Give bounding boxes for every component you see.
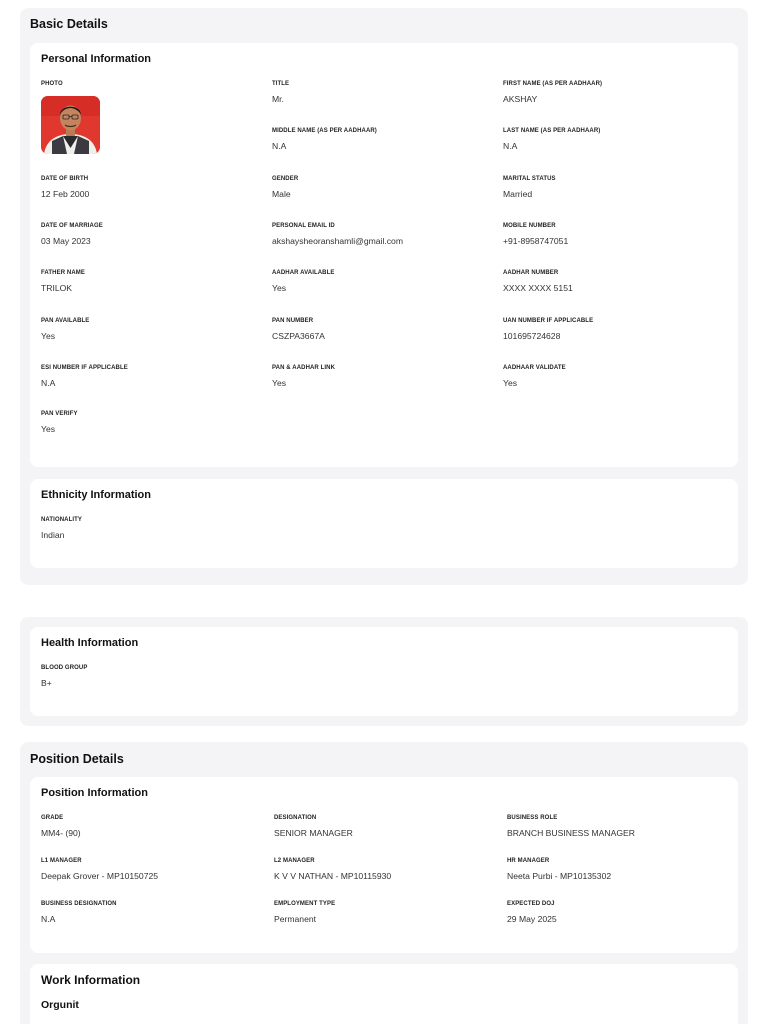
field-value: CSZPA3667A <box>272 331 325 341</box>
field-value: 12 Feb 2000 <box>41 189 90 199</box>
field-label: FIRST NAME (AS PER AADHAAR) <box>503 81 603 87</box>
field-l2-manager <box>274 858 474 881</box>
field-title <box>272 81 472 104</box>
field-date-of-birth <box>41 176 241 199</box>
field-label: UAN NUMBER IF APPLICABLE <box>503 318 594 324</box>
field-esi-number <box>41 365 241 388</box>
field-aadhar-available <box>272 270 472 293</box>
field-value: N.A <box>41 378 56 388</box>
field-value: +91-8958747051 <box>503 236 569 246</box>
field-value: BRANCH BUSINESS MANAGER <box>507 828 635 838</box>
field-employment-type <box>274 901 474 924</box>
field-value: Married <box>503 189 533 199</box>
card-title-ethnicity-information: Ethnicity Information <box>41 489 151 501</box>
field-aadhaar-validate <box>503 365 703 388</box>
field-gender <box>272 176 472 199</box>
work-information-card <box>30 964 738 1024</box>
basic-details-section <box>20 8 748 585</box>
health-section <box>20 617 748 726</box>
field-last-name <box>503 128 703 151</box>
field-label: AADHAR NUMBER <box>503 270 559 276</box>
personal-information-card <box>30 43 738 467</box>
field-label: DATE OF BIRTH <box>41 176 89 182</box>
field-expected-doj <box>507 901 707 924</box>
field-value: K V V NATHAN - MP10115930 <box>274 871 392 881</box>
field-value: Indian <box>41 530 65 540</box>
field-value: MM4- (90) <box>41 828 81 838</box>
field-value: TRILOK <box>41 283 73 293</box>
field-label: AADHAAR VALIDATE <box>503 365 566 371</box>
field-label: PERSONAL EMAIL ID <box>272 223 335 229</box>
profile-photo <box>41 96 100 154</box>
field-label: LAST NAME (AS PER AADHAAR) <box>503 128 601 134</box>
field-label: GRADE <box>41 815 64 821</box>
field-value: N.A <box>503 141 518 151</box>
field-uan-number <box>503 318 703 341</box>
field-father-name <box>41 270 241 293</box>
field-label: DESIGNATION <box>274 815 317 821</box>
field-label: HR MANAGER <box>507 858 550 864</box>
card-title-health-information: Health Information <box>41 637 139 649</box>
field-marital-status <box>503 176 703 199</box>
field-business-role <box>507 815 707 838</box>
field-pan-aadhar-link <box>272 365 472 388</box>
field-value: N.A <box>41 914 56 924</box>
card-title-work-information: Work Information <box>41 973 141 987</box>
field-label: NATIONALITY <box>41 517 82 523</box>
field-label: PAN NUMBER <box>272 318 314 324</box>
position-information-card <box>30 777 738 953</box>
field-value: Permanent <box>274 914 317 924</box>
field-label: PAN VERIFY <box>41 411 78 417</box>
field-blood-group <box>41 665 241 688</box>
field-label: PHOTO <box>41 81 63 87</box>
field-pan-available <box>41 318 241 341</box>
field-label: PAN & AADHAR LINK <box>272 365 336 371</box>
field-label: MARITAL STATUS <box>503 176 556 182</box>
field-grade <box>41 815 241 838</box>
field-personal-email <box>272 223 472 246</box>
ethnicity-information-card <box>30 479 738 568</box>
field-value: 101695724628 <box>503 331 561 341</box>
field-photo <box>41 81 241 87</box>
health-information-card <box>30 627 738 716</box>
field-date-of-marriage <box>41 223 241 246</box>
field-business-designation <box>41 901 241 924</box>
field-label: L2 MANAGER <box>274 858 315 864</box>
field-nationality <box>41 517 241 540</box>
field-label: MOBILE NUMBER <box>503 223 556 229</box>
section-title-position-details: Position Details <box>30 752 124 766</box>
field-value: B+ <box>41 678 52 688</box>
position-details-section <box>20 742 748 1024</box>
field-value: Yes <box>272 378 287 388</box>
field-label: DATE OF MARRIAGE <box>41 223 103 229</box>
field-designation <box>274 815 474 838</box>
field-label: ESI NUMBER IF APPLICABLE <box>41 365 128 371</box>
field-value: Neeta Purbi - MP10135302 <box>507 871 612 881</box>
field-l1-manager <box>41 858 241 881</box>
field-value: Yes <box>41 331 56 341</box>
field-value: 29 May 2025 <box>507 914 557 924</box>
field-value: AKSHAY <box>503 94 538 104</box>
field-value: Deepak Grover - MP10150725 <box>41 871 159 881</box>
field-middle-name <box>272 128 472 151</box>
field-label: EMPLOYMENT TYPE <box>274 901 336 907</box>
orgunit-subtitle: Orgunit <box>41 999 79 1011</box>
card-title-personal-information: Personal Information <box>41 53 152 65</box>
field-pan-number <box>272 318 472 341</box>
field-value: SENIOR MANAGER <box>274 828 353 838</box>
field-first-name <box>503 81 703 104</box>
field-value: Male <box>272 189 291 199</box>
field-hr-manager <box>507 858 707 881</box>
field-aadhar-number <box>503 270 703 293</box>
field-mobile-number <box>503 223 703 246</box>
field-pan-verify <box>41 411 241 434</box>
section-title-basic-details: Basic Details <box>30 17 108 31</box>
field-value: akshaysheoranshamli@gmail.com <box>272 236 404 246</box>
field-value: N.A <box>272 141 287 151</box>
field-label: L1 MANAGER <box>41 858 82 864</box>
field-label: AADHAR AVAILABLE <box>272 270 335 276</box>
field-value: XXXX XXXX 5151 <box>503 283 573 293</box>
field-label: TITLE <box>272 81 290 87</box>
field-value: 03 May 2023 <box>41 236 91 246</box>
field-value: Yes <box>272 283 287 293</box>
card-title-position-information: Position Information <box>41 787 148 799</box>
field-value: Yes <box>41 424 56 434</box>
field-value: Mr. <box>272 94 284 104</box>
field-label: BUSINESS ROLE <box>507 815 558 821</box>
field-label: FATHER NAME <box>41 270 85 276</box>
field-label: BUSINESS DESIGNATION <box>41 901 117 907</box>
field-value: Yes <box>503 378 518 388</box>
field-label: MIDDLE NAME (AS PER AADHAAR) <box>272 128 377 134</box>
field-label: EXPECTED DOJ <box>507 901 555 907</box>
field-label: PAN AVAILABLE <box>41 318 90 324</box>
field-label: GENDER <box>272 176 299 182</box>
field-label: BLOOD GROUP <box>41 665 88 671</box>
